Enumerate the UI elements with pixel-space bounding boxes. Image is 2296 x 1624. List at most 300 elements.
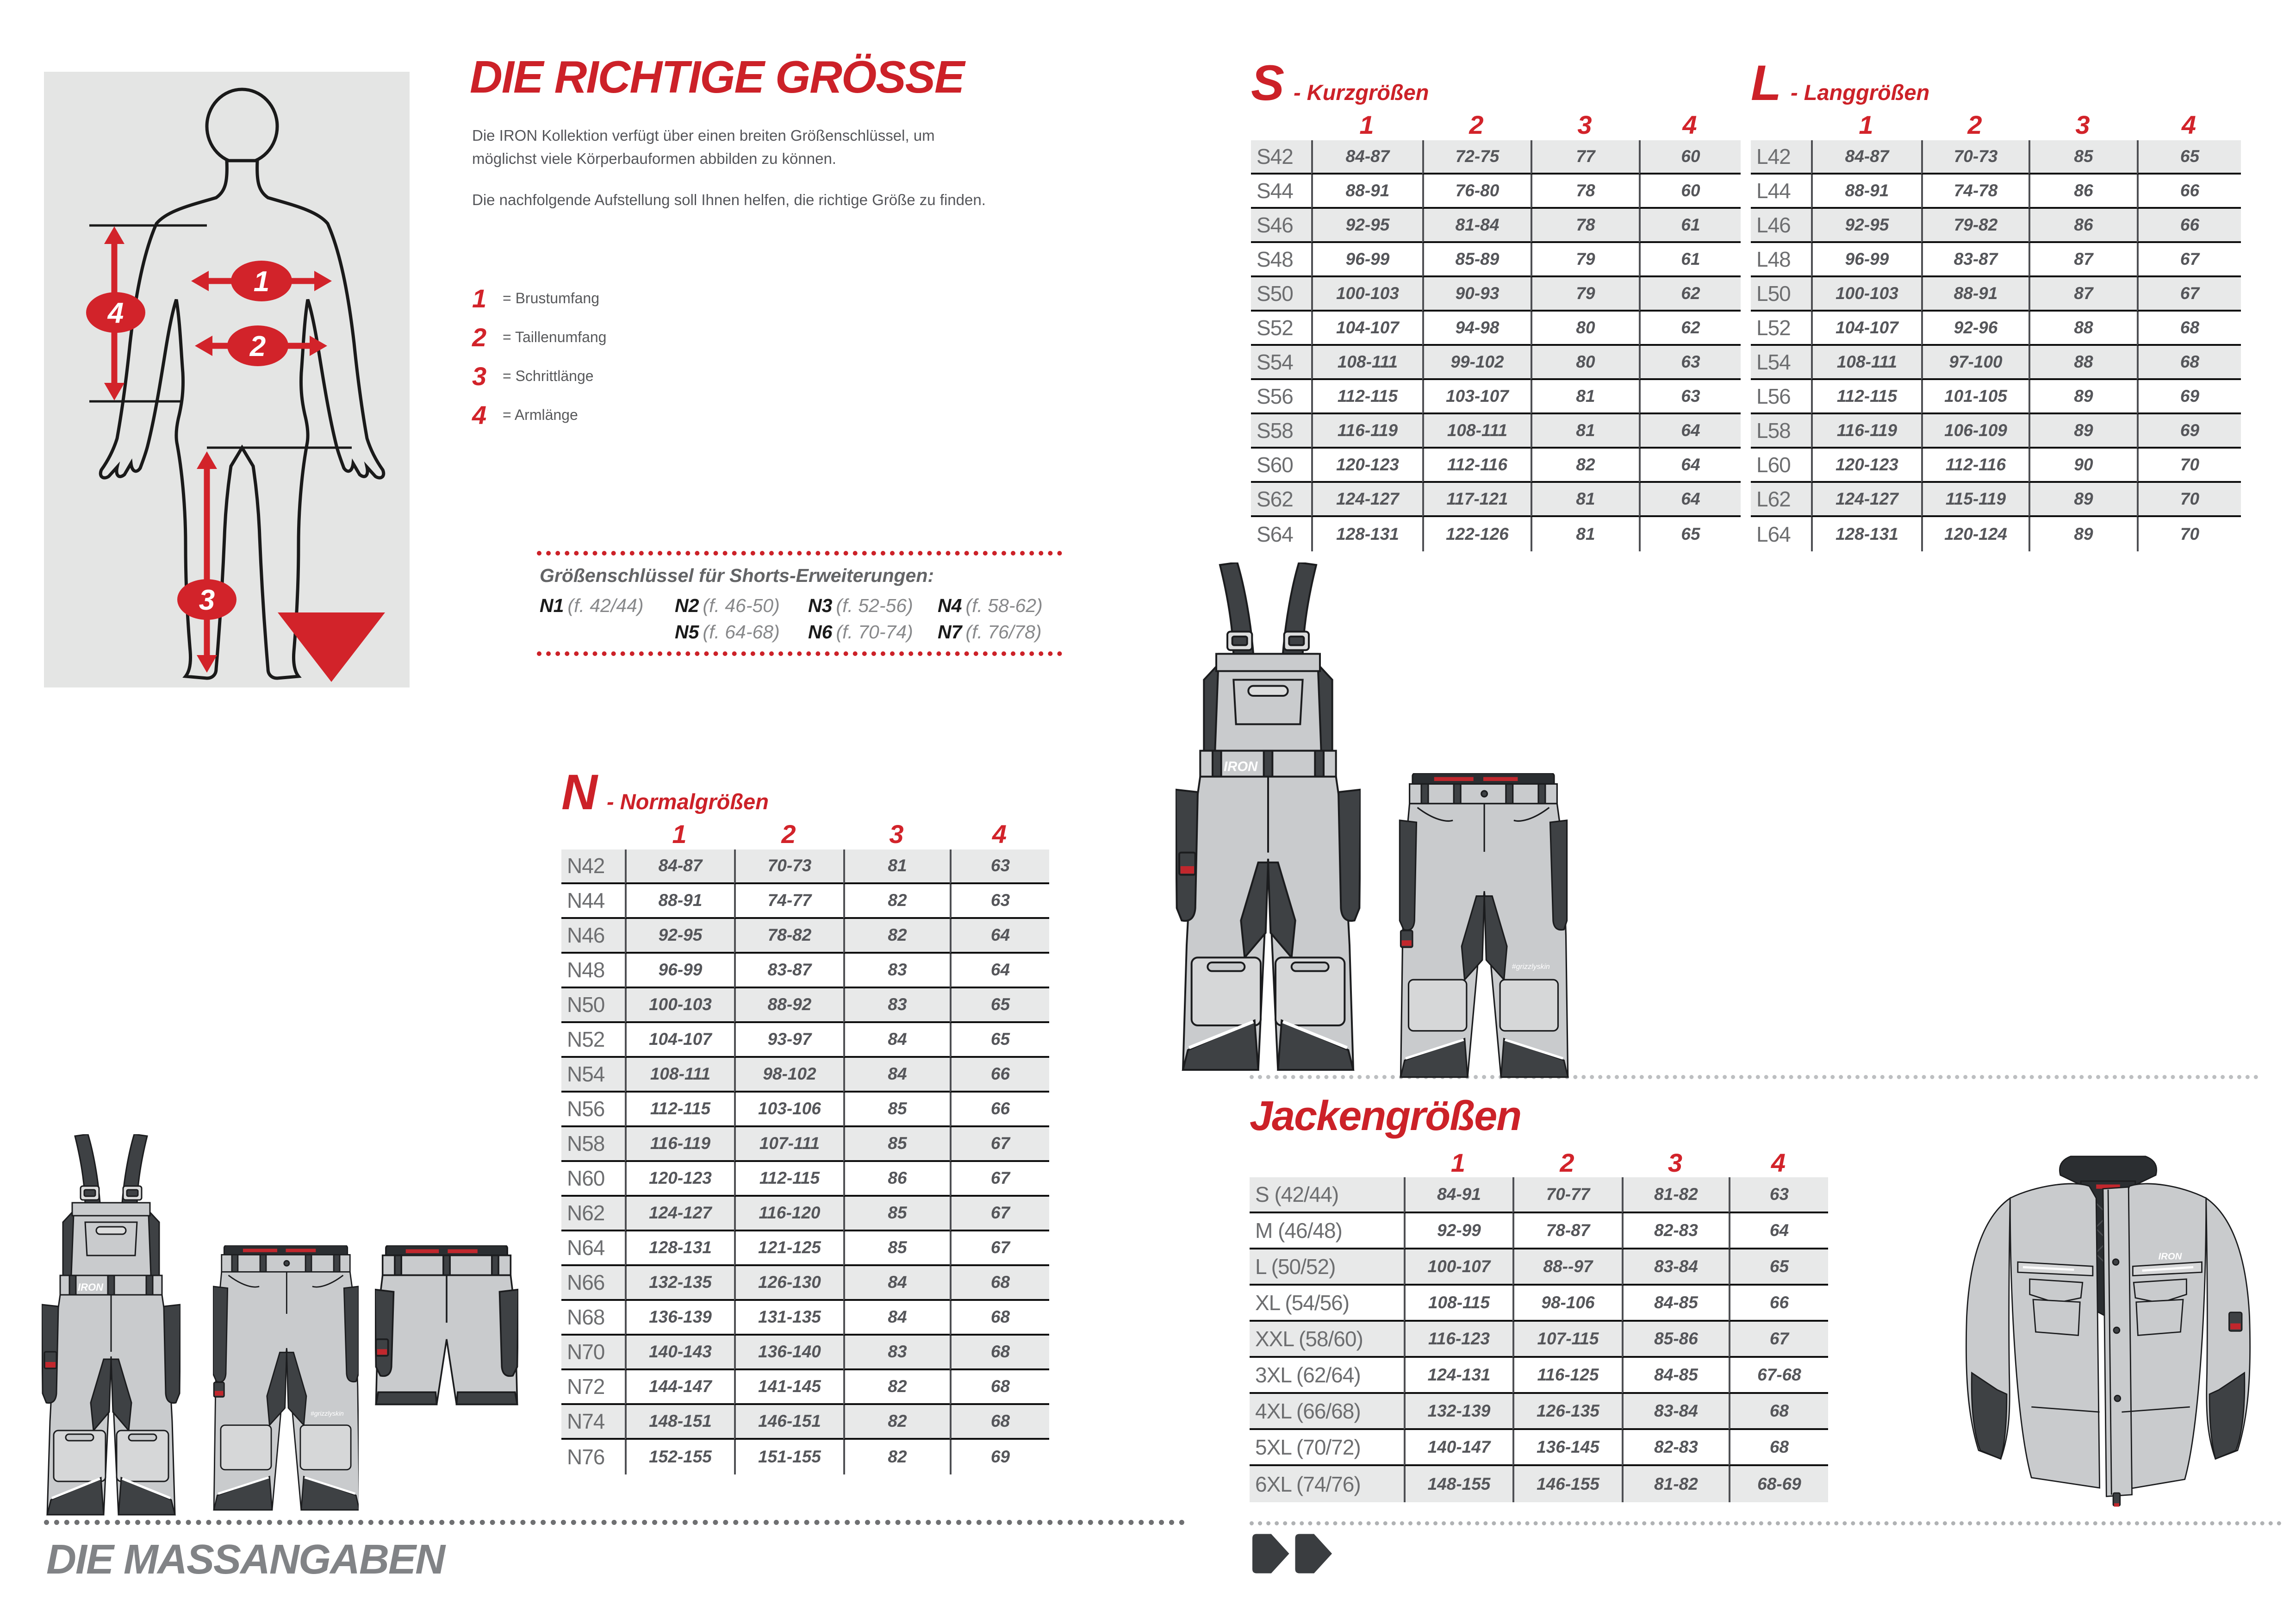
size-row-label: N70: [561, 1336, 625, 1370]
size-cell: 82: [1531, 449, 1639, 483]
bib-overall-image: [42, 1134, 180, 1523]
section-normalgroessen: [561, 764, 1049, 1474]
size-cell: 85-89: [1422, 243, 1531, 277]
size-cell: 108-111: [1811, 346, 1921, 380]
column-header: 1: [1450, 1148, 1466, 1177]
size-row-label: M (46/48): [1250, 1213, 1404, 1249]
size-cell: 84-87: [1811, 140, 1921, 175]
size-cell: 79-82: [1921, 209, 2028, 243]
size-cell: 104-107: [1311, 312, 1422, 346]
column-header: 2: [1469, 110, 1484, 140]
size-cell: 112-115: [625, 1093, 734, 1127]
size-cell: 89: [2028, 517, 2137, 551]
shorts-code: N4: [938, 595, 962, 616]
size-cell: 121-125: [734, 1231, 843, 1266]
size-cell: 68: [950, 1301, 1049, 1336]
size-cell: 65: [1729, 1249, 1828, 1286]
size-row-label: S48: [1251, 243, 1311, 277]
size-cell: 81-82: [1622, 1177, 1729, 1213]
figure-head: [207, 89, 277, 163]
size-cell: 82: [843, 1405, 950, 1440]
size-cell: 82-83: [1622, 1430, 1729, 1466]
size-cell: 103-106: [734, 1093, 843, 1127]
pants-illustration-pair: [1176, 562, 1583, 1090]
size-letter: L: [1751, 55, 1781, 111]
shorts-key-entry: [540, 595, 675, 617]
size-cell: 128-131: [1311, 517, 1422, 551]
size-cell: 62: [1639, 277, 1741, 312]
size-row-label: 4XL (66/68): [1250, 1394, 1404, 1430]
normalgroessen-table: [561, 819, 1049, 1474]
size-cell: 116-119: [1811, 414, 1921, 449]
size-cell: 83-87: [734, 954, 843, 988]
size-cell: 67: [2137, 277, 2241, 312]
size-cell: 132-139: [1404, 1394, 1512, 1430]
size-cell: 82: [843, 1370, 950, 1405]
footer-title: DIE MASSANGABEN: [46, 1537, 445, 1583]
size-cell: 64: [950, 954, 1049, 988]
size-cell: 96-99: [1311, 243, 1422, 277]
size-cell: 92-95: [1811, 209, 1921, 243]
size-cell: 60: [1639, 175, 1741, 209]
size-row-label: N62: [561, 1197, 625, 1231]
svg-text:3: 3: [199, 584, 215, 616]
size-cell: 107-111: [734, 1127, 843, 1162]
size-cell: 82: [843, 919, 950, 954]
size-row-label: S42: [1251, 140, 1311, 175]
size-cell: 82-83: [1622, 1213, 1729, 1249]
size-cell: 82: [843, 884, 950, 919]
size-cell: 124-127: [625, 1197, 734, 1231]
size-cell: 81: [1531, 380, 1639, 414]
shorts-code: N6: [808, 621, 833, 643]
size-cell: 115-119: [1921, 483, 2028, 517]
size-cell: 65: [950, 1023, 1049, 1058]
size-cell: 88-92: [734, 988, 843, 1023]
size-cell: 67: [950, 1162, 1049, 1197]
size-cell: 88: [2028, 346, 2137, 380]
column-header: 3: [2075, 110, 2090, 140]
size-row-label: XXL (58/60): [1250, 1322, 1404, 1358]
size-row-label: N72: [561, 1370, 625, 1405]
size-cell: 78: [1531, 175, 1639, 209]
size-cell: 61: [1639, 209, 1741, 243]
size-cell: 136-139: [625, 1301, 734, 1336]
column-header: 4: [992, 819, 1007, 849]
size-row-label: S64: [1257, 522, 1293, 546]
size-cell: 63: [950, 884, 1049, 919]
size-row-label: L54: [1751, 346, 1811, 380]
size-cell: 92-95: [1311, 209, 1422, 243]
size-row-label: N54: [561, 1058, 625, 1093]
size-cell: 63: [950, 849, 1049, 884]
size-cell: 98-106: [1512, 1286, 1622, 1322]
intro-text: [472, 124, 995, 212]
section-langgroessen: [1751, 55, 2241, 551]
shorts-code: N3: [808, 595, 833, 616]
size-row-label: L52: [1751, 312, 1811, 346]
size-name: - Normalgrößen: [607, 789, 769, 814]
size-row-label: S60: [1251, 449, 1311, 483]
size-cell: 68: [950, 1336, 1049, 1370]
size-row-label: L64: [1756, 522, 1791, 546]
size-row-label: S58: [1251, 414, 1311, 449]
svg-text:4: 4: [107, 297, 124, 329]
size-cell: 116-120: [734, 1197, 843, 1231]
size-cell: 87: [2028, 243, 2137, 277]
size-name: - Kurzgrößen: [1294, 80, 1429, 105]
size-cell: 108-115: [1404, 1286, 1512, 1322]
size-cell: 86: [2028, 175, 2137, 209]
measure-badge-4: [86, 292, 145, 333]
size-cell: 144-147: [625, 1370, 734, 1405]
size-cell: 104-107: [1811, 312, 1921, 346]
size-cell: 93-97: [734, 1023, 843, 1058]
shorts-range: (f. 64-68): [703, 621, 780, 643]
size-cell: 104-107: [625, 1023, 734, 1058]
size-cell: 108-111: [625, 1058, 734, 1093]
column-header: 2: [1560, 1148, 1574, 1177]
shorts-key-entry: [675, 595, 808, 617]
size-cell: 68: [2137, 346, 2241, 380]
legend-number: 4: [472, 400, 487, 430]
size-cell: 68: [950, 1405, 1049, 1440]
shorts-range: (f. 76/78): [965, 621, 1042, 643]
trousers-image: [1398, 773, 1569, 1088]
size-row-label: L46: [1751, 209, 1811, 243]
size-cell: 117-121: [1422, 483, 1531, 517]
shorts-code: N5: [675, 621, 699, 643]
size-cell: 67: [950, 1127, 1049, 1162]
normalgroessen-heading: [561, 764, 1049, 820]
shorts-code: N7: [938, 621, 962, 643]
measure-badge-1: [231, 261, 292, 301]
size-cell: 70-73: [1921, 140, 2028, 175]
double-chevron-icon: [1252, 1533, 1338, 1576]
size-cell: 112-115: [734, 1162, 843, 1197]
jacket-image: [1946, 1134, 2270, 1509]
legend-item: [472, 285, 606, 312]
size-cell: 63: [1639, 380, 1741, 414]
size-cell: 90-93: [1422, 277, 1531, 312]
size-cell: 83: [843, 988, 950, 1023]
size-letter: S: [1251, 55, 1285, 111]
size-cell: 126-130: [734, 1266, 843, 1301]
size-cell: 97-100: [1921, 346, 2028, 380]
size-cell: 146-151: [734, 1405, 843, 1440]
red-dotted-divider: [537, 551, 1062, 556]
size-cell: 103-107: [1422, 380, 1531, 414]
column-header: 4: [1682, 110, 1697, 140]
column-header: 1: [1859, 110, 1873, 140]
size-cell: 66: [950, 1058, 1049, 1093]
column-header: 2: [1967, 110, 1982, 140]
size-cell: 72-75: [1422, 140, 1531, 175]
size-cell: 88: [2028, 312, 2137, 346]
size-cell: 81-84: [1422, 209, 1531, 243]
size-row-label: L60: [1751, 449, 1811, 483]
figure-body-outline: [100, 161, 384, 678]
size-row-label: N68: [561, 1301, 625, 1336]
size-cell: 116-123: [1404, 1322, 1512, 1358]
size-row-label: S (42/44): [1250, 1177, 1404, 1213]
size-cell: 96-99: [625, 954, 734, 988]
size-cell: 98-102: [734, 1058, 843, 1093]
size-cell: 83-87: [1921, 243, 2028, 277]
size-row-label: N76: [567, 1445, 605, 1469]
size-cell: 60: [1639, 140, 1741, 175]
size-cell: 68: [1729, 1394, 1828, 1430]
size-row-label: S54: [1251, 346, 1311, 380]
size-cell: 116-119: [625, 1127, 734, 1162]
size-cell: 116-125: [1512, 1358, 1622, 1394]
size-row-label: L58: [1751, 414, 1811, 449]
size-cell: 66: [2137, 175, 2241, 209]
size-cell: 67: [1729, 1322, 1828, 1358]
size-cell: 88-91: [1311, 175, 1422, 209]
size-cell: 64: [1639, 483, 1741, 517]
size-row-label: S46: [1251, 209, 1311, 243]
size-cell: 78: [1531, 209, 1639, 243]
legend-number: 1: [472, 283, 487, 313]
size-cell: 84: [843, 1058, 950, 1093]
size-cell: 83-84: [1622, 1394, 1729, 1430]
size-cell: 100-103: [1311, 277, 1422, 312]
size-cell: 88-91: [1921, 277, 2028, 312]
size-cell: 64: [1639, 449, 1741, 483]
size-cell: 92-99: [1404, 1213, 1512, 1249]
column-header-blank: [1751, 110, 1811, 140]
body-measurement-diagram: [44, 72, 410, 687]
size-cell: 124-127: [1811, 483, 1921, 517]
size-cell: 78-82: [734, 919, 843, 954]
legend-label: = Armlänge: [503, 406, 578, 423]
size-cell: 84: [843, 1301, 950, 1336]
langgroessen-table: [1751, 110, 2241, 551]
column-header: 4: [2181, 110, 2196, 140]
size-cell: 64: [1639, 414, 1741, 449]
size-row-label: L44: [1751, 175, 1811, 209]
size-row-label: N50: [561, 988, 625, 1023]
legend-number: 3: [472, 361, 487, 391]
size-cell: 112-115: [1311, 380, 1422, 414]
size-cell: 85-86: [1622, 1322, 1729, 1358]
legend-item: [472, 324, 606, 350]
size-cell: 86: [2028, 209, 2137, 243]
size-cell: 107-115: [1512, 1322, 1622, 1358]
size-cell: 94-98: [1422, 312, 1531, 346]
size-cell: 90: [2028, 449, 2137, 483]
size-cell: 65: [1639, 517, 1741, 551]
size-cell: 96-99: [1811, 243, 1921, 277]
size-cell: 120-124: [1921, 517, 2028, 551]
size-cell: 66: [2137, 209, 2241, 243]
size-cell: 92-95: [625, 919, 734, 954]
bib-overall-image: [1176, 562, 1361, 1081]
size-row-label: L56: [1751, 380, 1811, 414]
intro-paragraph-2: Die nachfolgende Aufstellung soll Ihnen helfen, die richtige Größe zu finden.: [472, 191, 986, 208]
size-cell: 63: [1729, 1177, 1828, 1213]
size-row-label: XL (54/56): [1250, 1286, 1404, 1322]
size-cell: 84-87: [1311, 140, 1422, 175]
size-cell: 67: [950, 1231, 1049, 1266]
size-cell: 100-103: [1811, 277, 1921, 312]
size-cell: 128-131: [1811, 517, 1921, 551]
size-cell: 85: [843, 1093, 950, 1127]
shorts-key-title: Größenschlüssel für Shorts-Erweiterungen:: [540, 565, 934, 586]
size-cell: 126-135: [1512, 1394, 1622, 1430]
size-cell: 89: [2028, 414, 2137, 449]
size-cell: 89: [2028, 380, 2137, 414]
size-cell: 83: [843, 1336, 950, 1370]
size-cell: 88-91: [625, 884, 734, 919]
size-cell: 131-135: [734, 1301, 843, 1336]
size-row-label: N42: [561, 849, 625, 884]
size-cell: 124-131: [1404, 1358, 1512, 1394]
dotted-divider: [1250, 1521, 2282, 1525]
size-cell: 83-84: [1622, 1249, 1729, 1286]
shorts-range: (f. 46-50): [703, 595, 780, 616]
size-row-label: S62: [1251, 483, 1311, 517]
size-row-label: N64: [561, 1231, 625, 1266]
size-cell: 85: [843, 1231, 950, 1266]
intro-paragraph-1: Die IRON Kollektion verfügt über einen breiten Größenschlüssel, um möglichst viele Körperbauformen abbilden zu können.: [472, 127, 935, 167]
size-cell: 83: [843, 954, 950, 988]
measure-badge-3: [177, 579, 236, 620]
shorts-key-entry: [675, 621, 808, 643]
shorts-size-key-box: [537, 551, 1062, 656]
size-cell: 84: [843, 1023, 950, 1058]
size-cell: 65: [950, 988, 1049, 1023]
size-cell: 106-109: [1921, 414, 2028, 449]
size-cell: 108-111: [1422, 414, 1531, 449]
size-row-label: N44: [561, 884, 625, 919]
section-jackengroessen: [1250, 1093, 1828, 1502]
size-cell: 70: [2137, 517, 2241, 551]
size-row-label: S52: [1251, 312, 1311, 346]
size-cell: 69: [2137, 380, 2241, 414]
shorts-key-entry: [540, 621, 675, 643]
size-row-label: 3XL (62/64): [1250, 1358, 1404, 1394]
measure-badge-2: [227, 325, 288, 366]
size-cell: 80: [1531, 346, 1639, 380]
size-cell: 69: [950, 1440, 1049, 1474]
size-cell: 80: [1531, 312, 1639, 346]
size-cell: 112-116: [1921, 449, 2028, 483]
size-cell: 76-80: [1422, 175, 1531, 209]
size-cell: 81: [1531, 483, 1639, 517]
shorts-key-grid: [540, 595, 1059, 643]
size-row-label: N46: [561, 919, 625, 954]
size-row-label: N74: [561, 1405, 625, 1440]
section-kurzgroessen: [1251, 55, 1741, 551]
size-cell: 64: [950, 919, 1049, 954]
size-cell: 66: [1729, 1286, 1828, 1322]
size-cell: 112-115: [1811, 380, 1921, 414]
trousers-image: [213, 1245, 359, 1519]
column-header: 3: [1668, 1148, 1683, 1177]
shorts-range: (f. 58-62): [965, 595, 1043, 616]
kurzgroessen-heading: [1251, 55, 1741, 111]
size-cell: 68: [950, 1266, 1049, 1301]
page-title: DIE RICHTIGE GRÖSSE: [470, 51, 964, 102]
size-cell: 84: [843, 1266, 950, 1301]
size-row-label: 6XL (74/76): [1250, 1466, 1404, 1502]
size-row-label: L62: [1751, 483, 1811, 517]
size-row-label: N48: [561, 954, 625, 988]
shorts-code: N2: [675, 595, 699, 616]
size-row-label: 5XL (70/72): [1250, 1430, 1404, 1466]
size-cell: 67: [950, 1197, 1049, 1231]
measurement-figure-panel: [44, 72, 410, 687]
shorts-key-entry: [938, 621, 1063, 643]
size-cell: 70-77: [1512, 1177, 1622, 1213]
size-cell: 140-143: [625, 1336, 734, 1370]
size-row-label: L50: [1751, 277, 1811, 312]
size-cell: 68-69: [1729, 1466, 1828, 1502]
column-header-blank: [1250, 1148, 1404, 1177]
shorts-code: N1: [540, 595, 564, 616]
size-cell: 148-155: [1404, 1466, 1512, 1502]
size-cell: 63: [1639, 346, 1741, 380]
size-row-label: S50: [1251, 277, 1311, 312]
size-cell: 88-91: [1811, 175, 1921, 209]
size-cell: 120-123: [625, 1162, 734, 1197]
size-cell: 86: [843, 1162, 950, 1197]
size-cell: 79: [1531, 277, 1639, 312]
size-cell: 108-111: [1311, 346, 1422, 380]
size-cell: 89: [2028, 483, 2137, 517]
legend-number: 2: [472, 322, 487, 352]
size-cell: 61: [1639, 243, 1741, 277]
size-cell: 66: [950, 1093, 1049, 1127]
svg-text:2: 2: [249, 331, 266, 362]
size-cell: 67-68: [1729, 1358, 1828, 1394]
size-cell: 65: [2137, 140, 2241, 175]
size-row-label: N66: [561, 1266, 625, 1301]
size-cell: 136-140: [734, 1336, 843, 1370]
legend-label: = Schrittlänge: [503, 367, 594, 384]
size-cell: 82: [843, 1440, 950, 1474]
shorts-key-entry: [938, 595, 1063, 617]
legend-label: = Brustumfang: [503, 289, 599, 306]
size-cell: 92-96: [1921, 312, 2028, 346]
jackengroessen-heading: Jackengrößen: [1250, 1093, 1521, 1139]
size-cell: 79: [1531, 243, 1639, 277]
size-cell: 70-73: [734, 849, 843, 884]
size-cell: 151-155: [734, 1440, 843, 1474]
column-header: 1: [672, 819, 687, 849]
shorts-key-entry: [808, 621, 938, 643]
size-row-label: L (50/52): [1250, 1249, 1404, 1286]
size-cell: 81: [843, 849, 950, 884]
size-cell: 74-78: [1921, 175, 2028, 209]
size-cell: 100-103: [625, 988, 734, 1023]
size-cell: 81-82: [1622, 1466, 1729, 1502]
size-cell: 78-87: [1512, 1213, 1622, 1249]
size-cell: 141-145: [734, 1370, 843, 1405]
shorts-range: (f. 42/44): [567, 595, 644, 616]
size-cell: 132-135: [625, 1266, 734, 1301]
size-row-label: N58: [561, 1127, 625, 1162]
size-cell: 70: [2137, 483, 2241, 517]
size-cell: 122-126: [1422, 517, 1531, 551]
column-header: 2: [781, 819, 796, 849]
size-cell: 85: [843, 1127, 950, 1162]
jacket-illustration: [1946, 1134, 2270, 1509]
shorts-range: (f. 52-56): [836, 595, 913, 616]
size-cell: 81: [1531, 517, 1639, 551]
